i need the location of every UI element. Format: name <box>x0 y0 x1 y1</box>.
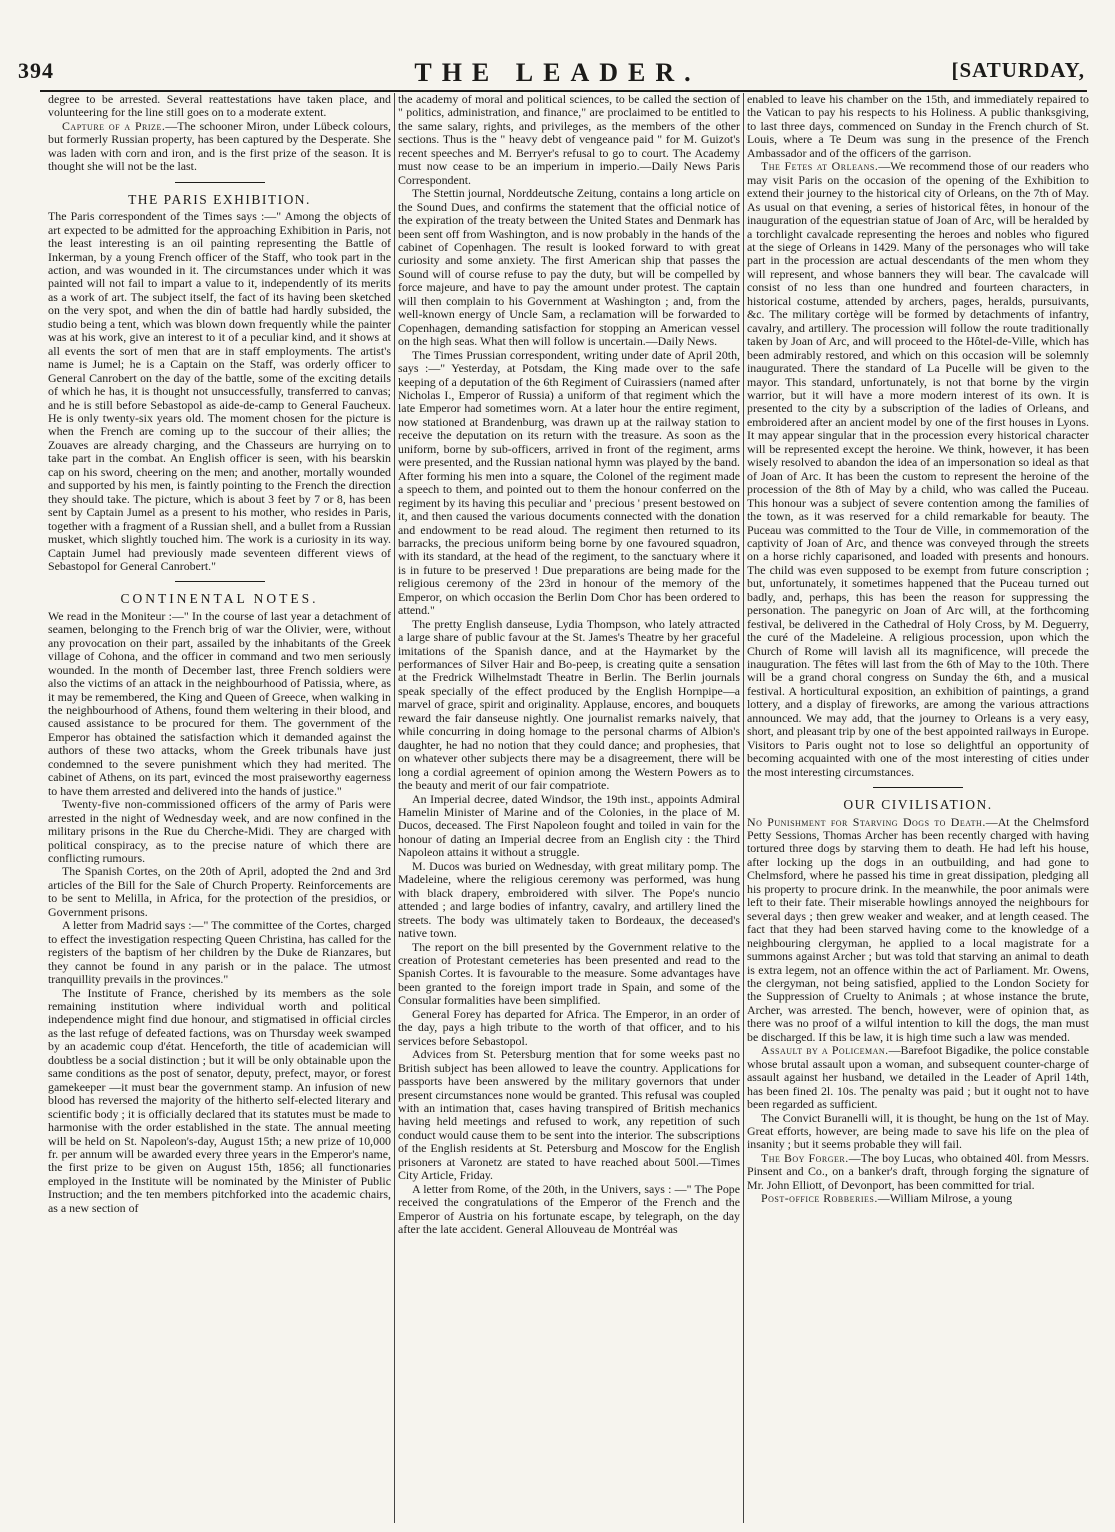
section-heading: CONTINENTAL NOTES. <box>120 591 319 607</box>
paragraph-text: —Barefoot Bigadike, the police constable whose brutal assault upon a woman, and subsequent counter-charge of assault against her husband, we detailed in the Leader of April 14th, has been fined 2l. 10s. The penalty was paid ; but it ought not to have been regarded as sufficient. <box>747 1043 1089 1112</box>
article-paragraph <box>398 793 740 860</box>
section-heading: THE PARIS EXHIBITION. <box>128 191 311 207</box>
article-paragraph <box>398 860 740 941</box>
paragraph-text: The Paris correspondent of the Times says :—" Among the objects of art expected to be admitted for the approaching Exhibition in Paris, not the least interesting is an oil painting representing the Battle of Inkerman, by a young French officer of the Staff, who took part in the action, and was wounded in it. The circumstances under which it was painted will not fail to impart a value to it, independently of its merits as a work of art. The subject itself, the fact of its having been sketched on the very spot, and when the din of battle had hardly subsided, the studio being a tent, which was blown down frequently while the painter was at his work, give an interest to it of a peculiar kind, and it shows at all events the sort of men that are in staff employments. The artist's name is Jumel; he is a Captain on the Staff, was orderly officer to General Canrobert on the day of the battle, some of the exciting details of which he has, it is thought not unsuccessfully, transferred to canvas; and he is still before Sebastopol as aide-de-camp to General Faucheux. He is only twenty-six years old. The moment chosen for the picture is when the French are coming up to the succour of their allies; the Zouaves are already charging, and the Chasseurs are hurrying on to take part in the combat. An English officer is seen, with his bearskin cap on his sword, cheering on the men; and another, mortally wounded and supported by his men, is faintly pointing to the French the direction they should take. The picture, which is about 3 feet by 7 or 8, has been sent by Captain Jumel as a present to his mother, who resides in Paris, together with a fragment of a Russian shell, and a bullet from a Russian musket, which slightly touched him. The work is a curiosity in its way. Captain Jumel had previously made seventeen different views of Sebastopol for General Canrobert." <box>48 209 391 573</box>
section-divider <box>175 182 265 183</box>
section-divider <box>175 581 265 582</box>
paragraph-text: the academy of moral and political sciences, to be called the section of " politics, administration, and finance," are proclaimed to be entitled to the same salary, rights, and privileges, as the members of the other sections. Thus is the " heavy debt of vengeance paid " for M. Guizot's recent speeches and M. Berryer's refusal to go to court. The Academy must now cease to be an imperium in imperio.—Daily News Paris Correspondent. <box>398 93 740 187</box>
paragraph-lead: No Punishment for Starving Dogs to Death. <box>747 814 986 829</box>
paragraph-text: An Imperial decree, dated Windsor, the 19th inst., appoints Admiral Hamelin Minister of Marine and of the Colonies, in the place of M. Ducos, deceased. The First Napoleon fought and toiled in vain for the honour of dating an Imperial decree from an English city : the Third Napoleon attains it without a struggle. <box>398 791 740 860</box>
article-paragraph <box>48 120 391 174</box>
page-number: 394 <box>18 58 54 83</box>
article-paragraph <box>747 160 1089 779</box>
article-paragraph <box>398 618 740 793</box>
article-paragraph <box>747 1192 1089 1205</box>
article-paragraph <box>48 798 391 865</box>
paragraph-text: —At the Chelmsford Petty Sessions, Thomas Archer has been recently charged with having tortured three dogs by starving them to death. He had left his house, after locking up the dogs in an outbuilding, and had gone to Chelmsford, where he passed his time in great dissipation, pledging all his property to procure drink. In the meanwhile, the poor animals were left to their fate. Their miserable howlings annoyed the neighbours for several days ; then grew weaker and weaker, and at length ceased. The fact that they had been starved having come to the knowledge of a neighbouring clergyman, he applied to a local magistrate for a summons against Archer ; but was told that starving an animal to death is extra legem, not an offence within the act of Parliament. Mr. Owens, the clergyman, not being satisfied, applied to the London Society for the Suppression of Cruelty to Animals ; at whose instance the brute, Archer, was arrested. The bench, however, were of opinion that, as there was no proof of a wilful intention to kill the dogs, the man must be discharged. If this be law, it is high time such a law was mended. <box>747 814 1089 1044</box>
article-paragraph <box>48 210 391 573</box>
article-paragraph <box>747 1112 1089 1152</box>
article-paragraph <box>48 919 391 986</box>
article-paragraph <box>747 816 1089 1045</box>
paragraph-lead: Post-office Robberies. <box>761 1191 878 1206</box>
paragraph-text: degree to be arrested. Several reattestations have taken place, and volunteering for the line still goes on to a moderate extent. <box>48 93 391 120</box>
paragraph-text: —We recommend those of our readers who may visit Paris on the occasion of the opening of the Exhibition to extend their journey to the historical city of Orleans, on the 7th of May. As usual on that evening, a series of historical fêtes, in honour of the inauguration of the equestrian statue of Joan of Arc, will be heralded by a torchlight cavalcade representing the heroes and nobles who figured at the siege of Orleans in 1429. Many of the personages who will take part in the procession are actual descendants of the men whom they will represent, and whose banners they will bear. The cavalcade will consist of no less than one hundred and fourteen characters, in historical costume, attended by archers, pages, heralds, pursuivants, &c. The military cortège will be formed by detachments of infantry, cavalry, and artillery. The procession will follow the route traditionally taken by Joan of Arc, and will proceed to the Hôtel-de-Ville, which has been admirably restored, and which on this occasion will be solemnly inaugurated. There the standard of La Pucelle will be given to the mayor. This standard, unfortunately, is not that borne by the virgin warrior, but it will have a more modern interest of its own. It is presented to the city by a subscription of the ladies of Orleans, and embroidered after an ancient model by one of the first houses in Lyons. It may appear singular that in the procession every historical character will be represented except the heroine. We think, however, it has been wisely resolved to abandon the idea of an impersonation so ideal as that of Joan of Arc. It has been the custom to represent the heroine of the procession of the 8th of May by a child, who was called the Puceau. This honour was a subject of severe contention among the families of the town, as it was reserved for a child remarkable for beauty. The Puceau was committed to the Tour de Ville, in commemoration of the captivity of Joan of Arc, and thence was conveyed through the streets on a horse richly caparisoned, and loaded with presents and honours. The child was even supposed to be exempt from future conscription ; but, unfortunately, it sometimes happened that the Puceau turned out badly, and, perhaps, this has been the reason for suppressing the personation. The panegyric on Joan of Arc will, at the forthcoming festival, be delivered in the Cathedral of Holy Cross, by M. Deguerry, the curé of the Madeleine. A religious procession, upon which the Church of Rome will lavish all its magnificence, will precede the inauguration. The fêtes will last from the 6th of May to the 10th. There will be a grand choral congress on Sunday the 6th, and a musical festival. A horticultural exposition, an exhibition of paintings, a grand lottery, and a display of fireworks, are among the various attractions announced. We may add, that the journey to Orleans is a very easy, short, and pleasant trip by one of the best appointed railways in Europe. Visitors to Paris ought not to lose so delightful an opportunity of becoming acquainted with one of the most interesting of cities under the most interesting circumstances. <box>747 159 1089 779</box>
column-2 <box>394 93 743 1523</box>
paragraph-text: We read in the Moniteur :—" In the course of last year a detachment of seamen, belonging to the French brig of war the Olivier, were, without any provocation on their part, assailed by the inhabitants of the Greek village of Cohona, and the officer in command and two men seriously wounded. In the month of December last, three French soldiers were also the victims of an attack in the neighbourhood of Patissia, where, as it may be remembered, the King and Queen of Greece, when walking in the neighbourhood of Athens, found them weltering in their blood, and caused assistance to be procured for them. The government of the Emperor has obtained the satisfaction which it demanded against the authors of these two attacks, whom the Greek tribunals have just condemned to the severe punishment which they had merited. The cabinet of Athens, on its part, evinced the most praiseworthy eagerness to have them arrested and delivered into the hands of justice." <box>48 608 391 798</box>
article-paragraph <box>48 987 391 1216</box>
article-paragraph <box>398 1183 740 1237</box>
paragraph-text: enabled to leave his chamber on the 15th, and immediately repaired to the Vatican to pay his respects to his Holiness. A public thanksgiving, to last three days, commenced on Sunday in the French church of St. Louis, where a Te Deum was sung in the presence of the French Ambassador and of the officers of the garrison. <box>747 93 1089 160</box>
paragraph-text: The Institute of France, cherished by its members as the sole remaining institution where individual worth and political independence might find due honour, and stigmatised in official circles as the last refuge of defeated factions, was on Thursday week swamped by an academic coup d'état. Henceforth, the title of academician will doubtless be a social distinction ; but it will be only obtainable upon the same conditions as the post of senator, deputy, prefect, mayor, or forest gamekeeper —it must bear the government stamp. An infusion of new blood has reversed the majority of the hitherto self-elected literary and scientific body ; it is officially declared that its statutes must be made to harmonise with the order established in the state. The annual meeting will be held on St. Napoleon's-day, August 15th; a new prize of 10,000 fr. per annum will be awarded every three years in the Emperor's name, the first prize to be given on August 15th, 1856; all functionaries employed in the Institute will be nominated by the Minister of Public Instruction; and the ten members pitchforked into the academic chairs, as a new section of <box>48 985 391 1215</box>
paragraph-text: The pretty English danseuse, Lydia Thompson, who lately attracted a large share of public favour at the St. James's Theatre by her graceful imitations of the Spanish dance, and at the Haymarket by the performances of Silver Hair and Bo-peep, is creating quite a sensation at the Fredrick Wilhelmstadt Theatre in Berlin. The Berlin journals speak specially of the effect produced by the English Hornpipe—a marvel of grace, spirit and originality. Applause, encores, and bouquets reward the fair danseuse nightly. One journalist remarks naively, that while concurring in doing homage to the personal charms of Albion's daughter, he had no notion that they could dance; and prophesies, that on whatever other subjects there may be a disagreement, there will be long a cordial agreement of opinion among the Western Powers as to the beauty and merit of our fair compatriote. <box>398 616 740 793</box>
paragraph-text: The report on the bill presented by the Government relative to the creation of Protestant cemeteries has been presented and read to the Spanish Cortes. It is favourable to the measure. Some advantages have been granted to the foreign import trade in Spain, and some of the Consular formalities have been simplified. <box>398 939 740 1008</box>
paragraph-text: A letter from Madrid says :—" The committee of the Cortes, charged to effect the investigation respecting Queen Christina, has called for the registers of the baptism of her children by the Duke de Rianzares, but they cannot be found in any parish or in the palace. The utmost tranquillity prevails in the provinces." <box>48 918 391 987</box>
article-paragraph <box>48 93 391 120</box>
article-paragraph <box>398 93 740 187</box>
paragraph-text: General Forey has departed for Africa. The Emperor, in an order of the day, pays a high tribute to the worth of that officer, and to his services before Sebastopol. <box>398 1006 740 1048</box>
column-1 <box>45 93 394 1523</box>
article-columns <box>45 93 1100 1523</box>
article-paragraph <box>398 1008 740 1048</box>
column-3 <box>743 93 1092 1523</box>
publication-title: THE LEADER. <box>414 58 701 87</box>
paragraph-text: —William Milrose, a young <box>877 1191 1013 1206</box>
paragraph-text: —The boy Lucas, who obtained 40l. from Messrs. Pinsent and Co., on a banker's draft, through forging the signature of Mr. John Elliott, of Devonport, has been committed for trial. <box>747 1150 1089 1192</box>
paragraph-text: —The schooner Miron, under Lübeck colours, but formerly Russian property, has been captured by the Desperate. She was laden with corn and iron, and is the first prize of the season. It is thought she will not be the last. <box>48 118 392 174</box>
issue-day: [SATURDAY, <box>951 58 1085 82</box>
paragraph-text: Twenty-five non-commissioned officers of the army of Paris were arrested in the night of Wednesday week, and are now confined in the military prisons in the Rue du Cherche-Midi. They are charged with political conspiracy, as to the precise nature of which there are conflicting rumours. <box>48 797 391 866</box>
paragraph-lead: The Fetes at Orleans. <box>761 159 879 174</box>
masthead-rule <box>40 90 1087 92</box>
article-paragraph <box>398 1048 740 1183</box>
section-heading: OUR CIVILISATION. <box>843 797 993 813</box>
article-paragraph <box>747 93 1089 160</box>
article-paragraph <box>48 610 391 798</box>
paragraph-text: The Spanish Cortes, on the 20th of April, adopted the 2nd and 3rd articles of the Bill for the Sale of Church Property. Reinforcements are to be sent to Melilla, in Africa, for the protection of the presidios, or Government prisons. <box>48 864 391 919</box>
article-paragraph <box>398 187 740 348</box>
article-paragraph <box>398 941 740 1008</box>
paragraph-lead: Assault by a Policeman. <box>761 1043 889 1058</box>
paragraph-text: M. Ducos was buried on Wednesday, with great military pomp. The Madeleine, where the religious ceremony was performed, was hung with black drapery, embroidered with silver. The Pope's nuncio attended ; and large bodies of infantry, cavalry, and artillery lined the streets. The body was ultimately taken to Bordeaux, the deceased's native town. <box>398 858 740 941</box>
section-divider <box>873 787 963 788</box>
article-paragraph <box>48 865 391 919</box>
paragraph-text: The Stettin journal, Norddeutsche Zeitung, contains a long article on the Sound Dues, and confirms the statement that the official notice of the expiration of the treaty between the United States and Denmark has been sent off from Washington, and is now probably in the hands of the cabinet of Copenhagen. The result is looked forward to with great curiosity and some anxiety. The first American ship that passes the Sound will of course refuse to pay the duty, but will be compelled by force majeure, and have to pay the amount under protest. The captain will then complain to his Government at Washington ; and, from the well-known energy of Uncle Sam, a reclamation will be forwarded to Copenhagen, demanding satisfaction for stopping an American vessel on the high seas. What then will follow is uncertain.—Daily News. <box>398 186 740 349</box>
paragraph-lead: The Boy Forger. <box>761 1150 849 1165</box>
paragraph-text: Advices from St. Petersburg mention that for some weeks past no British subject has been allowed to leave the country. Applications for passports have been answered by the military governors that under present circumstances none would be granted. This refusal was coupled with an intimation that, cases having transpired of British mechanics having held meetings and refused to work, any repetition of such conduct would cause them to be sent into the interior. The subscriptions of the English residents at St. Petersburg and Moscow for the English prisoners at Varonetz are stated to have reached about 500l.—Times City Article, Friday. <box>398 1047 740 1183</box>
masthead <box>0 0 1115 88</box>
paragraph-text: A letter from Rome, of the 20th, in the Univers, says : —" The Pope received the congratulations of the Emperor of the French and the Emperor of Austria on his fortunate escape, by telegraph, on the day after the late accident. General Allouveau de Montréal was <box>398 1181 740 1237</box>
paragraph-lead: Capture of a Prize. <box>62 118 166 133</box>
article-paragraph <box>398 349 740 618</box>
paragraph-text: The Times Prussian correspondent, writing under date of April 20th, says :—" Yesterday, at Potsdam, the King made over to the safe keeping of a deputation of the 6th Regiment of Cuirassiers (named after Nicholas I., Emperor of Russia) a uniform of that regiment which the late Emperor had sometimes worn. At a later hour the entire regiment, now stationed at Brandenburg, was drawn up at the railway station to receive the deputation on its return with the treasure. As soon as the uniform, borne by sub-officers, arrived in front of the regiment, arms were presented, and the Russian national hymn was played by the band. After forming his men into a square, the Colonel of the regiment made a speech to them, and pointed out to them the honour conferred on the regiment by its having this peculiar and ' precious ' present bestowed on it, and then caused the various documents connected with the donation and endowment to be read aloud. The regiment then returned to its barracks, the precious uniform being borne by one favoured squadron, with its standard, at the head of the regiment, to the sanctuary where it is in future to be preserved ! Due preparations are being made for the religious ceremony of the 23rd in honour of the memory of the Emperor, on which occasion the Berlin Dom Chor has been ordered to attend." <box>398 347 740 618</box>
article-paragraph <box>747 1044 1089 1111</box>
paragraph-text: The Convict Buranelli will, it is thought, be hung on the 1st of May. Great efforts, however, are being made to save his life on the plea of insanity ; but it seems probable they will fail. <box>747 1110 1089 1152</box>
article-paragraph <box>747 1152 1089 1192</box>
